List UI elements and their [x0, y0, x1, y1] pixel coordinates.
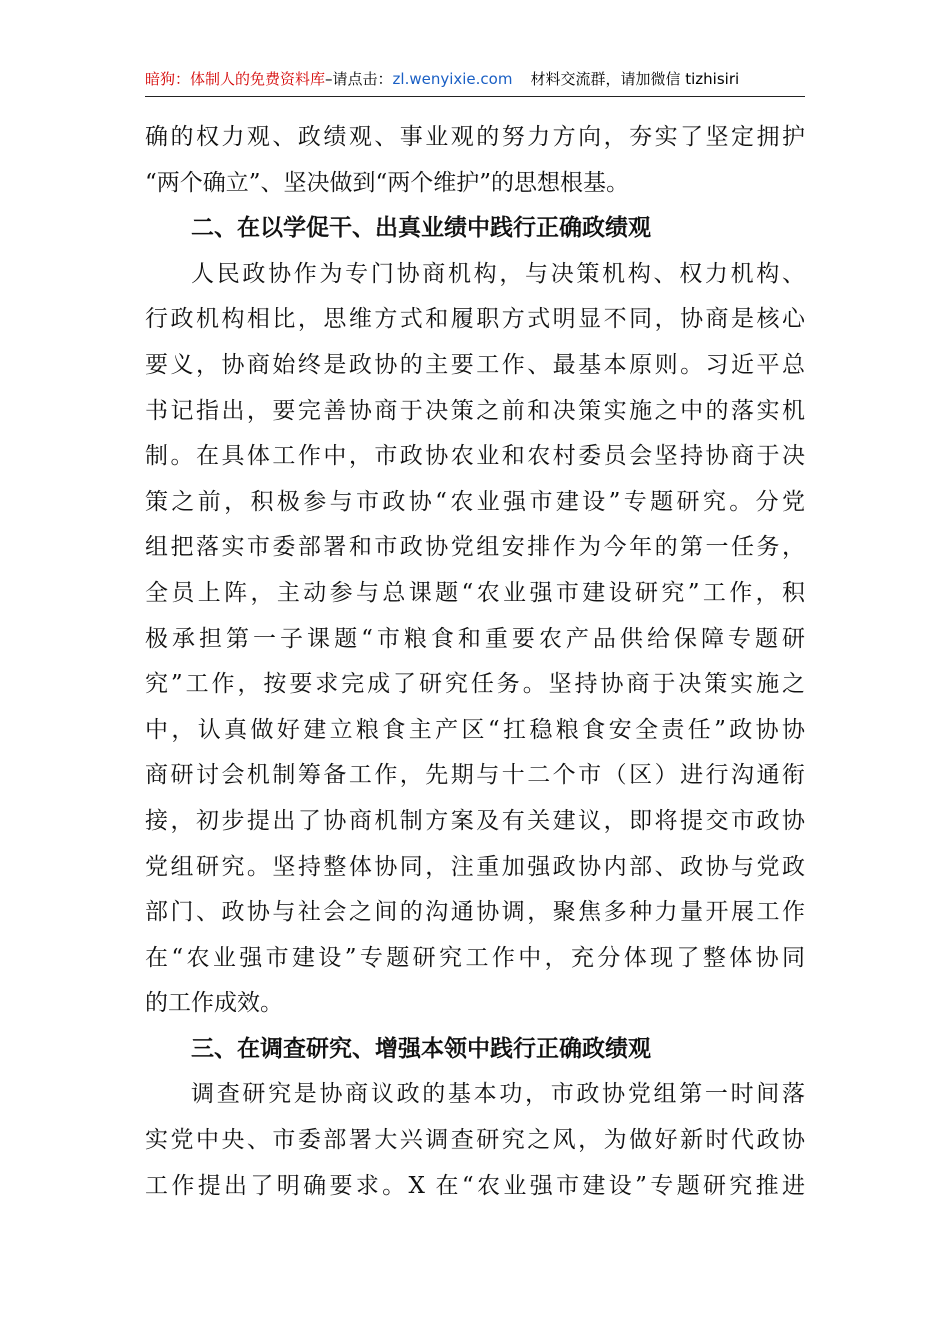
- body-line: 商研讨会机制筹备工作，先期与十二个市（区）进行沟通衔: [145, 762, 805, 789]
- body-line: 党组研究。坚持整体协同，注重加强政协内部、政协与党政: [145, 853, 805, 880]
- body-line: 调查研究是协商议政的基本功，市政协党组第一时间落: [191, 1081, 805, 1108]
- header-group-info: 材料交流群，请加微信 tizhisiri: [530, 70, 740, 88]
- body-line: 书记指出，要完善协商于决策之前和决策实施之中的落实机: [145, 397, 805, 424]
- body-line: 极承担第一子课题“市粮食和重要农产品供给保障专题研: [145, 625, 805, 652]
- body-line: 工作提出了明确要求。X 在“农业强市建设”专题研究推进: [145, 1172, 805, 1199]
- body-line: 组把落实市委部署和市政协党组安排作为今年的第一任务，: [145, 534, 805, 561]
- document-body: [145, 115, 805, 1209]
- header-click-prompt: –请点击：: [325, 70, 393, 88]
- body-line: 人民政协作为专门协商机构，与决策机构、权力机构、: [191, 260, 805, 287]
- body-line: 要义，协商始终是政协的主要工作、最基本原则。习近平总: [145, 351, 805, 378]
- section-heading: 三、在调查研究、增强本领中践行正确政绩观: [191, 1035, 651, 1062]
- header-brand: 暗狗：体制人的免费资料库: [145, 70, 326, 88]
- body-line: 全员上阵，主动参与总课题“农业强市建设研究”工作，积: [145, 579, 805, 606]
- section-heading: 二、在以学促干、出真业绩中践行正确政绩观: [191, 215, 651, 242]
- body-line: 中，认真做好建立粮食主产区“扛稳粮食安全责任”政协协: [145, 716, 805, 743]
- header-link[interactable]: zl.wenyixie.com: [392, 70, 513, 88]
- body-line: 部门、政协与社会之间的沟通协调，聚焦多种力量开展工作: [145, 899, 805, 926]
- body-line: 行政机构相比，思维方式和履职方式明显不同，协商是核心: [145, 306, 805, 333]
- body-line: 在“农业强市建设”专题研究工作中，充分体现了整体协同: [145, 944, 805, 971]
- page-header: [145, 66, 805, 97]
- body-line: 究”工作，按要求完成了研究任务。坚持协商于决策实施之: [145, 671, 805, 698]
- body-line: 接，初步提出了协商机制方案及有关建议，即将提交市政协: [145, 807, 805, 834]
- body-line: 的工作成效。: [145, 990, 283, 1017]
- body-line: 确的权力观、政绩观、事业观的努力方向，夯实了坚定拥护: [145, 124, 805, 150]
- body-line: 策之前，积极参与市政协“农业强市建设”专题研究。分党: [145, 488, 805, 515]
- body-line: “两个确立”、坚决做到“两个维护”的思想根基。: [145, 169, 630, 196]
- body-line: 实党中央、市委部署大兴调查研究之风，为做好新时代政协: [145, 1127, 805, 1154]
- body-line: 制。在具体工作中，市政协农业和农村委员会坚持协商于决: [145, 443, 805, 470]
